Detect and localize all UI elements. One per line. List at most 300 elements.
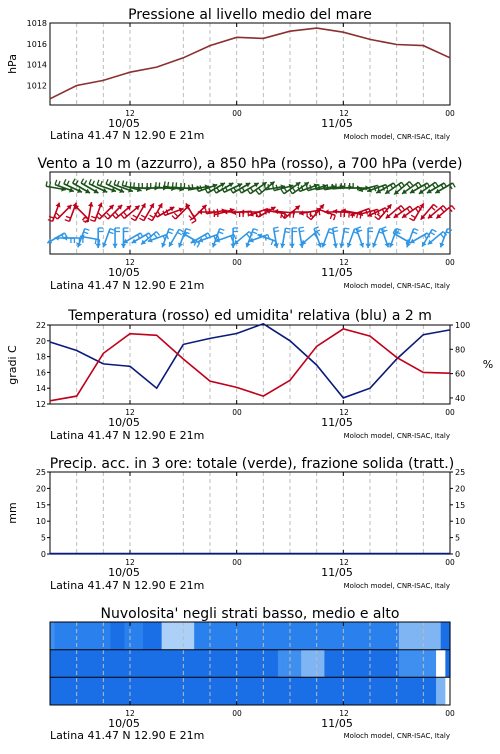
wind-barb-feather — [281, 190, 284, 194]
precip-ytick-labels — [36, 468, 465, 559]
cloud-cell — [320, 650, 325, 678]
temp-credit: Moloch model, CNR-ISAC, Italy — [344, 432, 450, 440]
pressure-xticks — [130, 23, 450, 105]
precip-ytick-label-right: 10 — [455, 517, 465, 526]
wind-barb-head — [324, 209, 328, 214]
wind-barb — [274, 227, 280, 248]
cloud-cell — [390, 650, 395, 678]
wind-barb-feather — [447, 229, 452, 231]
wind-barb-feather — [73, 179, 76, 183]
wind-barb-feather — [84, 180, 87, 184]
precip-date-label: 11/05 — [321, 566, 353, 579]
cloud-cell — [278, 622, 283, 650]
cloud-credit: Moloch model, CNR-ISAC, Italy — [344, 732, 450, 740]
wind-barb-feather — [114, 180, 116, 185]
precip-ytick-label: 15 — [36, 501, 46, 510]
cloud-cell — [106, 677, 111, 705]
cloud-cell — [264, 650, 269, 678]
cloud-cell — [199, 622, 204, 650]
wind-barb — [121, 228, 129, 248]
wind-barb-feather — [106, 179, 108, 184]
cloud-cell — [413, 677, 418, 705]
humidity-ytick-label: 80 — [455, 345, 465, 354]
cloud-cell — [278, 677, 283, 705]
cloud-cell — [362, 677, 367, 705]
cloud-cell — [143, 622, 148, 650]
wind-barb-feather — [117, 181, 119, 186]
cloud-cell — [403, 622, 408, 650]
cloud-cell — [55, 622, 60, 650]
wind-barb-feather — [121, 215, 124, 219]
pressure-plot-frame — [50, 23, 450, 105]
cloud-cell — [152, 622, 157, 650]
cloud-cell — [115, 650, 120, 678]
cloud-cell — [436, 677, 441, 705]
cloud-cell — [69, 650, 74, 678]
cloud-cell — [255, 622, 260, 650]
pressure-ytick-label: 1016 — [27, 40, 47, 49]
cloud-cell — [87, 677, 92, 705]
cloud-cell — [408, 677, 413, 705]
cloud-cell — [417, 622, 422, 650]
cloud-cell — [120, 622, 125, 650]
cloud-cell — [366, 622, 371, 650]
wind-barb — [81, 179, 98, 194]
precip-ytick-label-right: 20 — [455, 484, 465, 493]
wind-barb-feather — [299, 231, 304, 232]
wind-barb-feather — [315, 185, 316, 190]
cloud-cell — [208, 650, 213, 678]
wind-barb-feather — [168, 182, 169, 187]
cloud-cell — [315, 677, 320, 705]
wind-barb-feather — [285, 232, 290, 233]
wind-barb-feather — [110, 229, 115, 231]
cloud-cell — [371, 650, 376, 678]
temp-location: Latina 41.47 N 12.90 E 21m — [50, 429, 204, 442]
cloud-cell — [348, 650, 353, 678]
wind-barb-feather — [84, 232, 89, 234]
cloud-cell — [297, 677, 302, 705]
wind-barb-feather — [299, 227, 304, 228]
wind-barb — [382, 227, 390, 248]
temp-ylabel: gradi C — [6, 345, 19, 385]
cloud-cell — [176, 622, 181, 650]
wind-barb-feather — [356, 227, 361, 229]
temp-ytick-label: 18 — [36, 353, 46, 362]
cloud-cell — [376, 677, 381, 705]
wind-barb-feather — [333, 231, 338, 232]
wind-barb-feather — [95, 239, 96, 244]
wind-barb — [74, 205, 88, 223]
pressure-line — [50, 28, 450, 99]
wind-barb-head — [63, 235, 67, 240]
pressure-xtick-label: 12 — [339, 109, 349, 118]
cloud-cell — [59, 622, 64, 650]
temp-ytick-label: 20 — [36, 337, 46, 346]
wind-barb-feather — [220, 229, 225, 231]
cloud-cell — [376, 650, 381, 678]
cloud-cell — [227, 677, 232, 705]
cloud-cell — [110, 650, 115, 678]
cloud-cell — [441, 622, 446, 650]
cloud-xtick-label: 12 — [125, 709, 135, 718]
cloud-cell — [385, 622, 390, 650]
pressure-ytick-labels — [27, 19, 47, 91]
wind-barb-feather — [189, 185, 190, 190]
wind-barb-feather — [397, 229, 402, 231]
wind-barb-feather — [265, 185, 266, 190]
wind-barb-head — [333, 209, 337, 214]
cloud-cell — [213, 650, 218, 678]
pressure-ytick-label: 1012 — [27, 82, 47, 91]
wind-barb — [112, 228, 120, 248]
temp-xtick-label: 00 — [445, 408, 455, 417]
wind-xtick-label: 12 — [339, 258, 349, 267]
wind-barb-feather — [65, 220, 70, 222]
wind-barb-feather — [324, 185, 325, 190]
cloud-cell — [217, 677, 222, 705]
cloud-panel — [50, 606, 455, 742]
cloud-cell — [185, 650, 190, 678]
cloud-cell — [157, 622, 162, 650]
temp-ytick-label: 22 — [36, 321, 46, 330]
temp-xtick-label: 00 — [232, 408, 242, 417]
cloud-cell — [324, 622, 329, 650]
cloud-cell — [408, 650, 413, 678]
cloud-cell — [222, 677, 227, 705]
cloud-cell — [227, 650, 232, 678]
cloud-cell — [306, 650, 311, 678]
wind-barb-head — [291, 209, 295, 214]
cloud-cell — [310, 650, 315, 678]
humidity-ytick-label: 40 — [455, 394, 465, 403]
cloud-date-label: 11/05 — [321, 717, 353, 730]
pressure-ylabel: hPa — [6, 54, 19, 74]
cloud-cell — [255, 650, 260, 678]
cloud-cell — [115, 677, 120, 705]
wind-barb-feather — [148, 218, 152, 221]
wind-barb-feather — [452, 206, 455, 210]
cloud-cell — [408, 622, 413, 650]
cloud-cell — [357, 677, 362, 705]
cloud-cell — [222, 650, 227, 678]
cloud-cell — [380, 650, 385, 678]
wind-barb — [333, 227, 339, 248]
cloud-cell — [162, 677, 167, 705]
cloud-cell — [97, 650, 102, 678]
precip-ytick-label-right: 15 — [455, 501, 465, 510]
cloud-cell — [78, 677, 83, 705]
wind-barb-feather — [273, 186, 274, 191]
cloud-cell — [227, 622, 232, 650]
cloud-cell — [334, 677, 339, 705]
wind-barb-feather — [345, 228, 350, 229]
cloud-cell — [250, 650, 255, 678]
cloud-cell — [269, 677, 274, 705]
wind-title: Vento a 10 m (azzurro), a 850 hPa (rosso), a 700 hPa (verde) — [37, 156, 462, 172]
cloud-cell — [376, 622, 381, 650]
cloud-cell — [50, 677, 55, 705]
cloud-cell — [334, 622, 339, 650]
wind-barb-feather — [432, 229, 436, 232]
cloud-cell — [64, 650, 69, 678]
wind-barb-feather — [256, 191, 259, 195]
cloud-cell — [366, 677, 371, 705]
wind-barb-feather — [327, 184, 328, 189]
cloud-cell — [231, 677, 236, 705]
wind-date-label: 11/05 — [321, 266, 353, 279]
cloud-cell — [110, 677, 115, 705]
cloud-cell — [217, 622, 222, 650]
cloud-cell — [301, 622, 306, 650]
wind-xtick-label: 12 — [125, 258, 135, 267]
cloud-cell — [50, 622, 55, 650]
wind-barb-feather — [409, 218, 413, 221]
cloud-cell — [50, 650, 55, 678]
wind-barb-feather — [276, 185, 277, 190]
wind-barb-feather — [91, 216, 96, 218]
wind-barb-feather — [124, 212, 127, 216]
cloud-cell — [380, 622, 385, 650]
wind-barb-feather — [409, 182, 412, 186]
humidity-ylabel: % — [483, 358, 493, 371]
wind-barb-feather — [431, 207, 435, 210]
cloud-cell — [92, 650, 97, 678]
cloud-cell — [334, 650, 339, 678]
precip-date-label: 10/05 — [108, 566, 140, 579]
wind-barb — [365, 228, 373, 248]
cloud-cell — [292, 677, 297, 705]
temp-date-label: 11/05 — [321, 416, 353, 429]
cloud-cell — [190, 677, 195, 705]
wind-barb — [83, 202, 93, 222]
wind-barb — [299, 227, 305, 248]
cloud-cell — [320, 622, 325, 650]
wind-barb-feather — [197, 243, 200, 247]
wind-barb-feather — [434, 204, 438, 207]
pressure-grid — [77, 23, 424, 105]
wind-barb-feather — [97, 180, 99, 185]
precip-ytick-label-right: 25 — [455, 468, 465, 477]
wind-barb-feather — [206, 209, 207, 214]
temp-axis-labels — [50, 408, 455, 442]
cloud-cell — [413, 622, 418, 650]
wind-barb-feather — [168, 232, 173, 234]
wind-barb-feather — [411, 215, 415, 218]
cloud-cell — [176, 650, 181, 678]
wind-barb-feather — [92, 181, 94, 186]
precip-credit: Moloch model, CNR-ISAC, Italy — [344, 582, 450, 590]
cloud-cell — [203, 622, 208, 650]
temp-ytick-labels — [36, 321, 50, 409]
wind-barb-feather — [115, 212, 118, 216]
precip-grid — [77, 472, 424, 554]
cloud-cell — [213, 622, 218, 650]
wind-barb-feather — [441, 208, 444, 212]
cloud-cell — [301, 677, 306, 705]
precip-xtick-label: 12 — [339, 558, 349, 567]
humidity-line — [50, 324, 450, 398]
cloud-cell — [83, 650, 88, 678]
wind-barb-feather — [174, 213, 178, 217]
pressure-xtick-label: 00 — [445, 109, 455, 118]
cloud-cell — [185, 622, 190, 650]
cloud-xtick-label: 00 — [232, 709, 242, 718]
pressure-date-label: 10/05 — [108, 117, 140, 130]
cloud-cell — [59, 677, 64, 705]
wind-barb-head — [112, 244, 117, 248]
wind-barb-feather — [407, 184, 410, 188]
wind-barb-feather — [107, 213, 111, 217]
wind-barb-feather — [131, 218, 135, 221]
wind-barb-head — [274, 209, 278, 214]
wind-barbs — [46, 179, 455, 248]
precip-plot-frame — [50, 472, 450, 554]
wind-barb-feather — [156, 232, 159, 236]
cloud-location: Latina 41.47 N 12.90 E 21m — [50, 729, 204, 742]
pressure-date-label: 11/05 — [321, 117, 353, 130]
wind-barb-feather — [418, 182, 421, 186]
cloud-cell — [185, 677, 190, 705]
cloud-cell — [171, 677, 176, 705]
cloud-cell — [217, 650, 222, 678]
wind-xtick-label: 00 — [232, 258, 242, 267]
cloud-cell — [138, 677, 143, 705]
wind-barb-feather — [357, 213, 358, 218]
wind-barb-feather — [375, 216, 379, 219]
wind-barb-feather — [67, 181, 69, 186]
wind-barb-feather — [83, 221, 88, 222]
wind-barb-feather — [412, 232, 417, 234]
pressure-ytick-label: 1014 — [27, 61, 47, 70]
cloud-cell — [441, 650, 446, 678]
cloud-cell — [199, 677, 204, 705]
cloud-cell — [73, 650, 78, 678]
wind-barb-feather — [169, 229, 174, 231]
wind-barb-feather — [158, 211, 161, 215]
cloud-cell — [413, 650, 418, 678]
cloud-cell — [273, 677, 278, 705]
cloud-cell — [427, 622, 432, 650]
wind-barb-feather — [268, 184, 269, 189]
pressure-ytick-label: 1018 — [27, 19, 47, 28]
wind-barb-feather — [414, 229, 419, 231]
cloud-axis-labels — [50, 709, 455, 742]
precip-xtick-label: 12 — [125, 558, 135, 567]
precip-panel — [6, 456, 465, 592]
cloud-cell — [292, 650, 297, 678]
temp-date-label: 10/05 — [108, 416, 140, 429]
cloud-cell — [329, 622, 334, 650]
cloud-cell — [348, 677, 353, 705]
cloud-cell — [436, 622, 441, 650]
cloud-cell — [427, 650, 432, 678]
wind-barb — [314, 227, 322, 248]
wind-barb-feather — [141, 215, 145, 218]
cloud-cell — [124, 622, 129, 650]
wind-location: Latina 41.47 N 12.90 E 21m — [50, 279, 204, 292]
precip-axis-labels — [50, 558, 455, 592]
wind-barb-feather — [435, 182, 438, 186]
wind-barb-head — [54, 235, 58, 240]
wind-barb-feather — [443, 206, 446, 210]
cloud-cell — [329, 650, 334, 678]
wind-barb-feather — [334, 215, 336, 220]
wind-barb-feather — [104, 216, 108, 220]
wind-barb-feather — [315, 230, 320, 232]
cloud-cell — [241, 677, 246, 705]
temp-xtick-label: 12 — [125, 408, 135, 417]
cloud-cell — [166, 677, 171, 705]
cloud-cell — [417, 650, 422, 678]
cloud-cell — [64, 622, 69, 650]
cloud-cell — [162, 622, 167, 650]
wind-barb-feather — [133, 215, 137, 218]
cloud-cell — [245, 677, 250, 705]
cloud-cell — [385, 650, 390, 678]
cloud-cell — [92, 622, 97, 650]
wind-barb-feather — [319, 184, 320, 189]
cloud-cell — [348, 622, 353, 650]
cloud-cell — [245, 650, 250, 678]
cloud-cell — [124, 677, 129, 705]
wind-barb-feather — [453, 183, 456, 187]
wind-barb-feather — [344, 232, 349, 233]
cloud-cell — [97, 677, 102, 705]
cloud-cell — [194, 622, 199, 650]
cloud-cell — [306, 677, 311, 705]
wind-barb-feather — [109, 232, 114, 234]
cloud-cell — [403, 677, 408, 705]
wind-barb-feather — [101, 181, 103, 186]
cloud-cell — [390, 677, 395, 705]
wind-barb-feather — [333, 227, 338, 228]
wind-barb-feather — [449, 208, 452, 212]
cloud-cell — [320, 677, 325, 705]
cloud-cell — [73, 677, 78, 705]
cloud-cell — [143, 650, 148, 678]
cloud-cell — [203, 650, 208, 678]
wind-xtick-label: 00 — [445, 258, 455, 267]
cloud-cell — [441, 677, 446, 705]
wind-barb-feather — [250, 188, 253, 192]
cloud-cell — [427, 677, 432, 705]
cloud-cell — [399, 650, 404, 678]
cloud-cell — [152, 677, 157, 705]
wind-barb-feather — [231, 236, 233, 241]
wind-barb-feather — [310, 185, 311, 190]
cloud-cell — [273, 650, 278, 678]
cloud-cell — [352, 650, 357, 678]
wind-barb-head — [95, 244, 100, 248]
cloud-cell — [362, 650, 367, 678]
temp-ytick-label: 14 — [36, 384, 46, 393]
wind-barb-feather — [163, 211, 165, 216]
temp-xticks — [130, 325, 450, 404]
temp-ytick-label: 12 — [36, 400, 46, 409]
wind-barb — [186, 203, 196, 223]
cloud-cell — [283, 622, 288, 650]
wind-barb-feather — [330, 214, 332, 219]
wind-barb — [289, 228, 297, 248]
cloud-cell — [120, 650, 125, 678]
wind-barb — [280, 228, 290, 248]
cloud-cell — [110, 622, 115, 650]
cloud-cell — [148, 622, 153, 650]
cloud-cell — [431, 650, 436, 678]
cloud-cell — [264, 622, 269, 650]
pressure-credit: Moloch model, CNR-ISAC, Italy — [344, 133, 450, 141]
